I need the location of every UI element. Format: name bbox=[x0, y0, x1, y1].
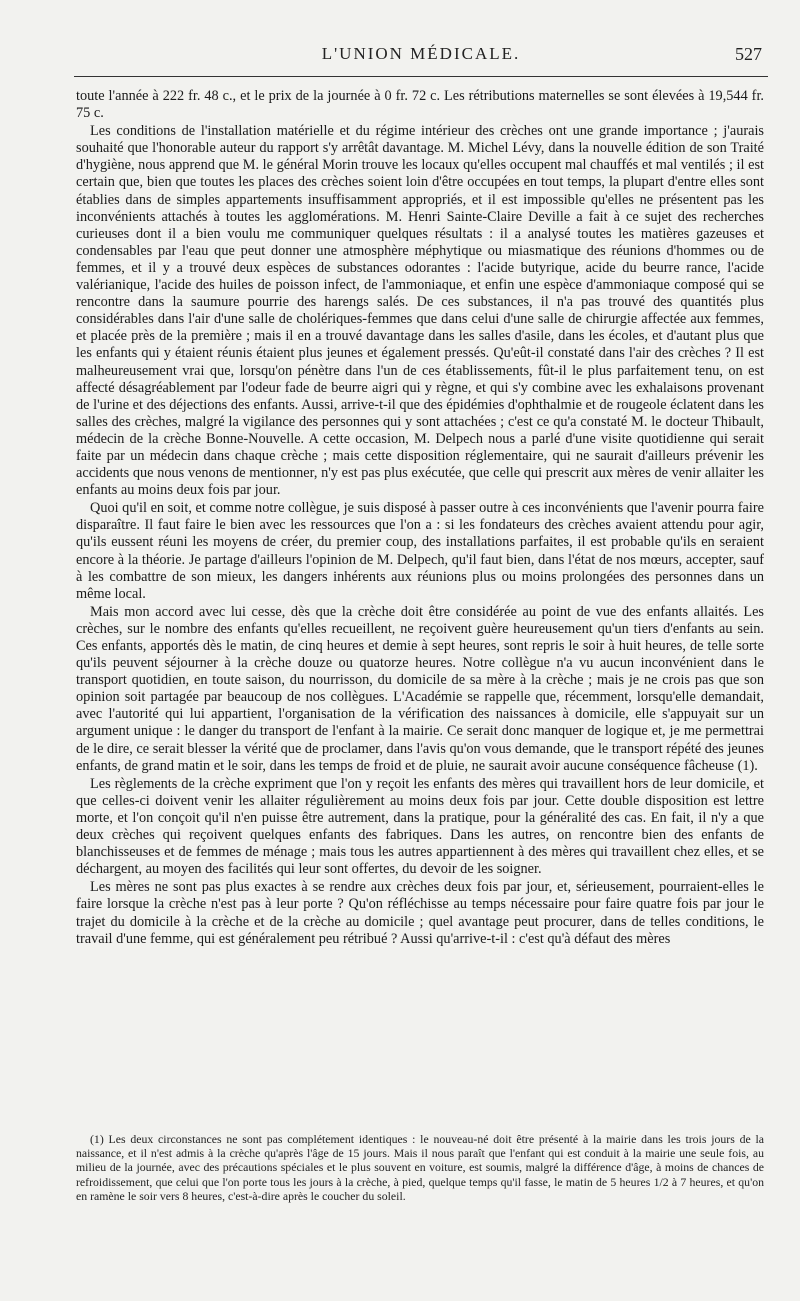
paragraph-4: Mais mon accord avec lui cesse, dès que la crèche doit être considérée au point de vue des enfants allaités. Les crèches, sur le nombre des enfants qu'elles recueillent, ne reçoivent guère heureusement qu'un tiers d'enfants au sein. Ces enfants, apportés dès le matin, de cinq heures et demie à sept heures, sont repris le soir à huit heures, de telle sorte qu'ils peuvent séjourner à la crèche douze ou quatorze heures. Notre collègue n'a vu aucun inconvénient dans le transport quotidien, en toute saison, du nourrisson, du domicile de sa mère à la crèche ; mais je ne crois pas que son opinion soit partagée par beaucoup de nos collègues. L'Académie se rappelle que, récemment, lorsqu'elle demandait, avec l'autorité qui lui appartient, l'organisation de la vérification des naissances à domicile, elle s'appuyait sur un argument unique : le danger du transport de l'enfant à la mairie. Ce serait donc manquer de logique et, je me permettrai de le dire, ce serait blesser la vérité que de proclamer, dans l'avis qu'on vous demande, que le transport répété des jeunes enfants, de grand matin et le soir, dans les temps de froid et de pluie, ne saurait avoir aucune conséquence fâcheuse (1). bbox=[76, 603, 764, 774]
journal-title: L'UNION MÉDICALE. bbox=[321, 44, 521, 63]
footnotes bbox=[76, 1132, 764, 1203]
footnote-1: (1) Les deux circonstances ne sont pas complétement identiques : le nouveau-né doit être présenté à la mairie dans les trois jours de la naissance, et il n'est admis à la crèche qu'après l'âge de 15 jours. Mais il nous paraît que l'enfant qui est conduit à la mairie une seule fois, au milieu de la journée, avec des précautions spéciales et le plus souvent en voiture, est soumis, malgré la différence d'âge, à moins de chances de refroidissement, que celui que l'on porte tous les jours à la crèche, à pied, quelque temps qu'il fasse, le matin de 5 heures 1/2 à 7 heures, et qu'on en ramène le soir vers 8 heures, c'est-à-dire après le coucher du soleil. bbox=[76, 1132, 764, 1203]
paragraph-1: toute l'année à 222 fr. 48 c., et le prix de la journée à 0 fr. 72 c. Les rétributions maternelles se sont élevées à 19,544 fr. 75 c. bbox=[76, 88, 764, 122]
paragraph-5: Les règlements de la crèche expriment que l'on y reçoit les enfants des mères qui travaillent hors de leur domicile, et que celles-ci doivent venir les allaiter régulièrement au moins deux fois par jour. Cette double disposition est lettre morte, et l'on conçoit qu'il n'en puisse être autrement, dans la pratique, pour la généralité des cas. En fait, il n'y a que deux crèches qui reçoivent quelques enfants des fabriques. Dans les autres, on rencontre bien des enfants de blanchisseuses et de femmes de ménage ; mais tous les autres appartiennent à des mères qui travaillent chez elles, et se déchargent, au moyen des facilités qui leur sont offertes, du devoir de les soigner. bbox=[76, 775, 764, 878]
running-head bbox=[74, 44, 768, 70]
page-number: 527 bbox=[735, 44, 762, 64]
article-body bbox=[76, 88, 764, 948]
paragraph-6: Les mères ne sont pas plus exactes à se rendre aux crèches deux fois par jour, et, sérieusement, pourraient-elles le faire lorsque la crèche n'est pas à leur porte ? Qu'on réfléchisse au temps nécessaire pour faire quatre fois par jour le trajet du domicile à la crèche et de la crèche au domicile ; quel avantage peut procurer, dans de telles conditions, le travail d'une femme, qui est généralement peu rétribué ? Aussi qu'arrive-t-il : c'est qu'à défaut des mères bbox=[76, 879, 764, 947]
header-rule bbox=[74, 76, 768, 77]
paragraph-2: Les conditions de l'installation matérielle et du régime intérieur des crèches ont une grande importance ; j'aurais souhaité que l'honorable auteur du rapport s'y arrêtât davantage. M. Michel Lévy, dans la nouvelle édition de son Traité d'hygiène, nous apprend que M. le général Morin trouve les locaux qu'elles occupent mal chauffés et mal ventilés ; il est certain que, bien que toutes les places des crèches soient loin d'être occupées en tout temps, la plupart d'entre elles sont établies dans de simples appartements insuffisamment appropriés, et il est impossible qu'elles ne présentent pas les inconvénients attachés à toutes les agglomérations. M. Henri Sainte-Claire Deville a fait à ce sujet des recherches curieuses dont il a bien voulu me communiquer quelques résultats : il a analysé toutes les matières gazeuses et condensables par l'eau que peut donner une atmosphère méphytique ou miasmatique des réunions d'hommes ou de femmes, et il y a trouvé deux espèces de substances odorantes : l'acide butyrique, acide du beurre rance, l'acide valérianique, l'acide des huiles de poisson infect, de l'ammoniaque, et enfin une espèce d'ammoniaque composé qui se rencontre dans la saumure pourrie des harengs salés. De ces substances, il n'a pas trouvé des quantités plus considérables dans l'air d'une salle de cholériques-femmes que dans celui d'une salle de chirurgie affectée aux femmes, et placée près de la première ; mais il en a trouvé davantage dans les salles d'asile, dans les écoles, et d'autant plus que les enfants qui y étaient réunis étaient plus jeunes et également pressés. Qu'eût-il constaté dans l'air des crèches ? Il est malheureusement vrai que, lorsqu'on pénètre dans l'un de ces établissements, fût-il le plus parfaitement tenu, on est affecté désagréablement par l'odeur fade de beurre aigri qui y règne, et qui s'y combine avec les exhalaisons provenant de l'urine et des déjections des enfants. Aussi, arrive-t-il que des épidémies d'ophthalmie et de rougeole éclatent dans les salles des crèches, malgré la vigilance des personnes qui y sont attachées ; c'est ce qu'a constaté M. le docteur Thibault, médecin de la crèche Bonne-Nouvelle. A cette occasion, M. Delpech nous a parlé d'une visite quotidienne qui serait faite par un médecin dans chaque crèche ; mais cette disposition réglementaire, qui ne saurait d'ailleurs prévenir les accidents que nous venons de mentionner, n'y est pas plus exécutée, que celle qui prescrit aux mères de venir allaiter les enfants au moins deux fois par jour. bbox=[76, 123, 764, 499]
paragraph-3: Quoi qu'il en soit, et comme notre collègue, je suis disposé à passer outre à ces inconvénients que l'avenir pourra faire disparaître. Il faut faire le bien avec les ressources que l'on a : si les fondateurs des crèches avaient attendu pour agir, qu'ils eussent réuni les moyens de créer, du premier coup, des installations parfaites, il est probable qu'ils en seraient encore à la théorie. Je partage d'ailleurs l'opinion de M. Delpech, qu'il faut bien, dans l'état de nos mœurs, accepter, sauf à les combattre de son mieux, les dangers inhérents aux réunions plus ou moins prolongées des personnes dans un même local. bbox=[76, 500, 764, 602]
